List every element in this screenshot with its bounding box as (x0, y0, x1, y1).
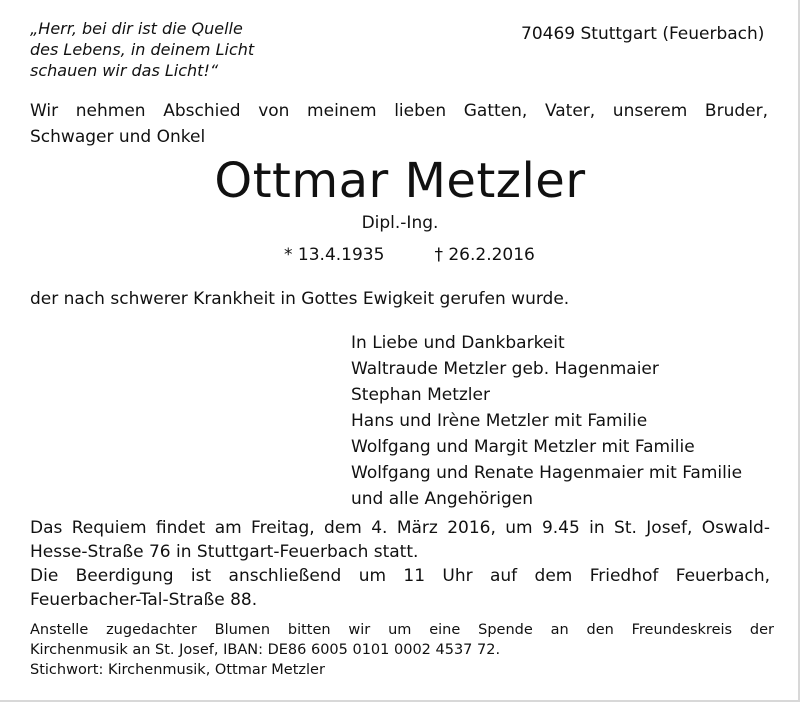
bible-quote (30, 18, 254, 81)
donation-line: Stichwort: Kirchenmusik, Ottmar Metzler (30, 662, 325, 678)
mourner-line: Wolfgang und Renate Hagenmaier mit Familie (351, 463, 743, 483)
location: 70469 Stuttgart (Feuerbach) (521, 24, 765, 44)
quote-line: „Herr, bei dir ist die Quelle (30, 19, 243, 38)
donation-line: Kirchenmusik an St. Josef, IBAN: DE86 6005 0101 0002 4537 72. (30, 642, 501, 658)
academic-title: Dipl.-Ing. (361, 213, 439, 233)
birth-date: * 13.4.1935 (284, 245, 385, 265)
quote-line: schauen wir das Licht!“ (30, 61, 219, 80)
death-date: † 26.2.2016 (434, 245, 535, 265)
mourner-line: Wolfgang und Margit Metzler mit Familie (351, 437, 695, 457)
passed-text: der nach schwerer Krankheit in Gottes Ewigkeit gerufen wurde. (30, 289, 570, 309)
service-line: Das Requiem findet am Freitag, dem 4. März 2016, um 9.45 in St. Josef, Oswald- (30, 518, 770, 538)
life-dates (284, 245, 535, 265)
intro-line: Schwager und Onkel (30, 127, 206, 147)
service-line: Hesse-Straße 76 in Stuttgart-Feuerbach statt. (30, 542, 419, 562)
intro-text (30, 98, 768, 150)
mourner-line: Stephan Metzler (351, 385, 490, 405)
deceased-name: Ottmar Metzler (214, 153, 586, 209)
intro-line: Wir nehmen Abschied von meinem lieben Gatten, Vater, unserem Bruder, (30, 101, 768, 121)
quote-line: des Lebens, in deinem Licht (30, 40, 255, 59)
mourner-line: und alle Angehörigen (351, 489, 534, 509)
mourner-line: Hans und Irène Metzler mit Familie (351, 411, 648, 431)
donation-line: Anstelle zugedachter Blumen bitten wir um eine Spende an den Freundeskreis der (30, 622, 774, 638)
service-line: Feuerbacher-Tal-Straße 88. (30, 590, 258, 610)
service-line: Die Beerdigung ist anschließend um 11 Uhr auf dem Friedhof Feuerbach, (30, 566, 770, 586)
mourners-list (351, 330, 742, 512)
service-info (30, 516, 770, 612)
donation-info (30, 620, 774, 680)
mourner-line: Waltraude Metzler geb. Hagenmaier (351, 359, 659, 379)
mourner-line: In Liebe und Dankbarkeit (351, 333, 565, 353)
